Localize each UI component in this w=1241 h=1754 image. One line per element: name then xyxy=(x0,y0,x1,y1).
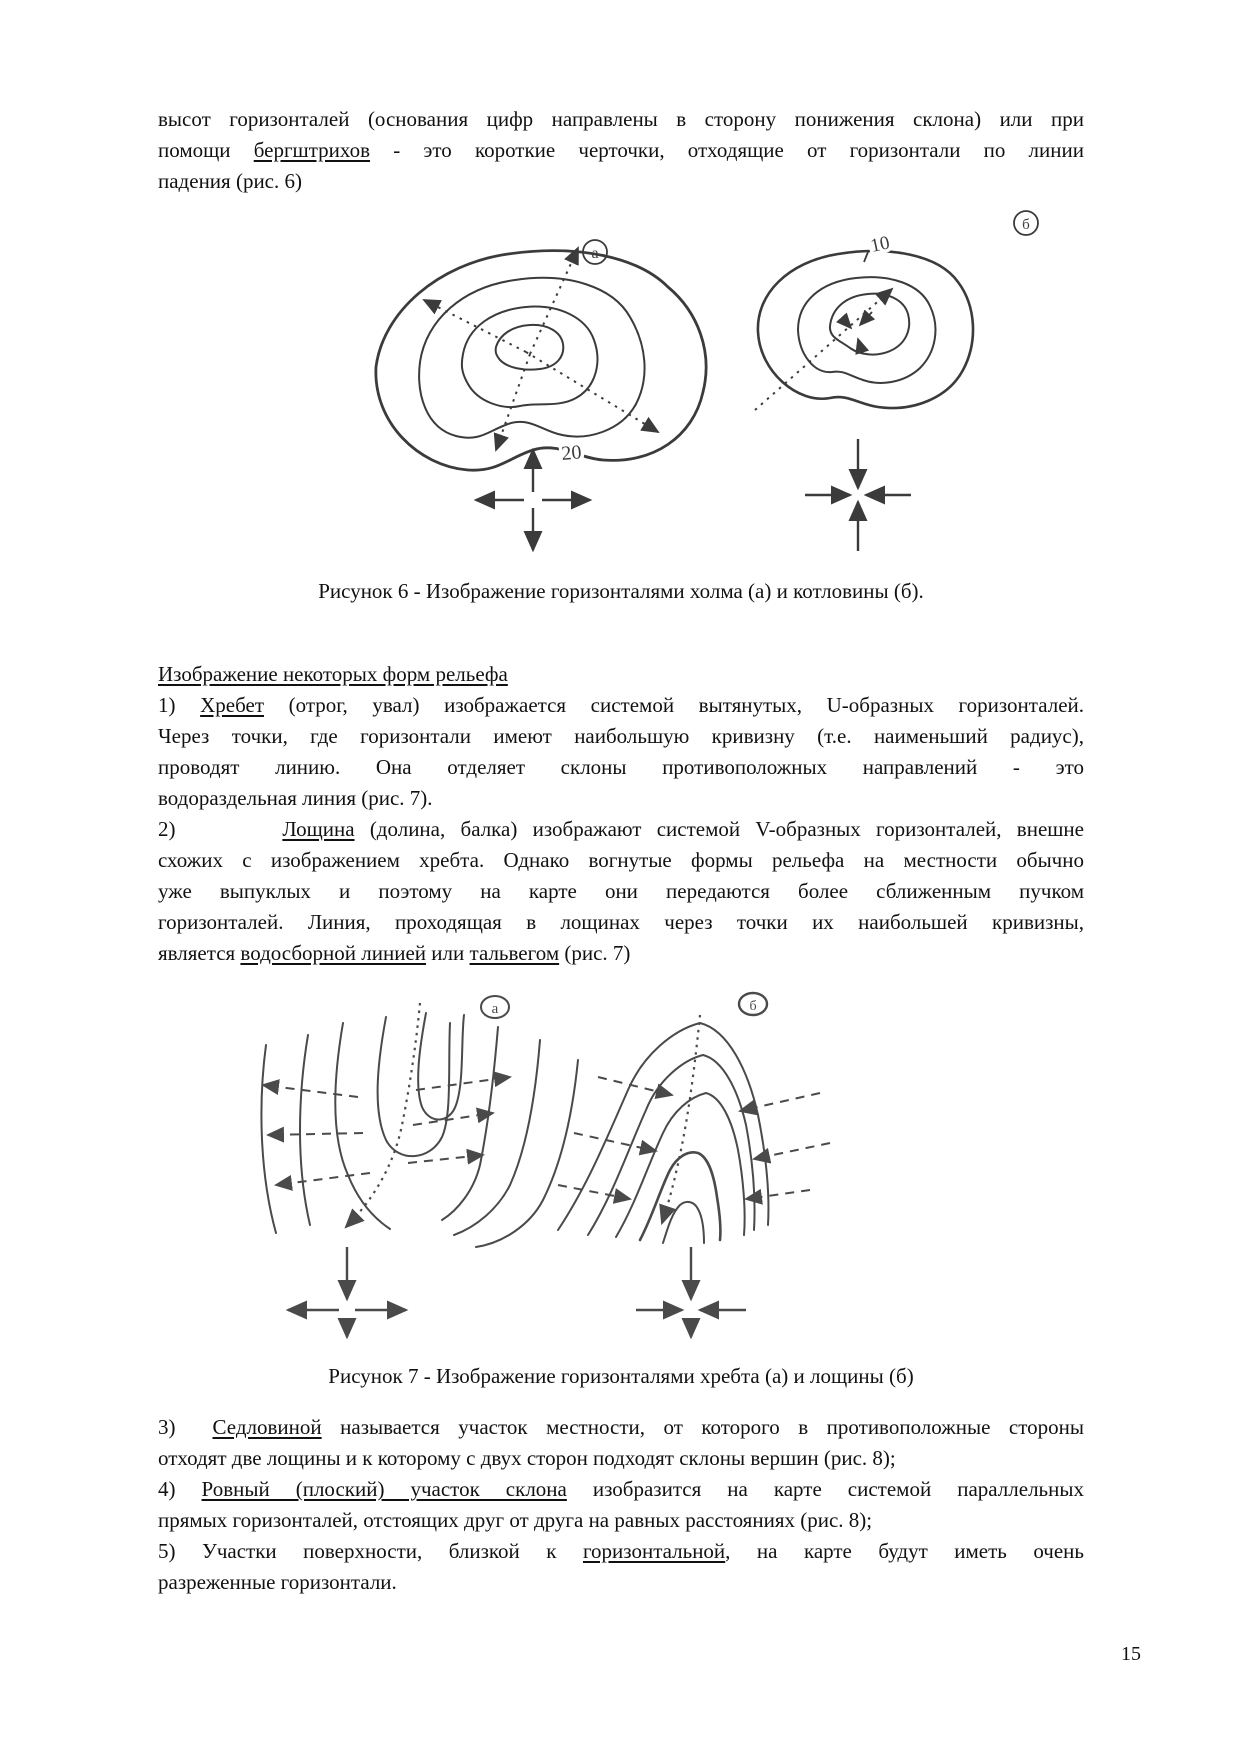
svg-text:б: б xyxy=(749,999,757,1014)
flow-cross-hill xyxy=(476,450,590,550)
valley-thalweg-line xyxy=(662,1015,700,1223)
flow-cross-depression xyxy=(805,439,911,551)
text-line: высот горизонталей (основания цифр направлены в сторону понижения склона) или при xyxy=(158,107,1084,131)
svg-text:а: а xyxy=(491,1001,499,1017)
text-line: прямых горизонталей, отстоящих друг от друга на равных расстояниях (рис. 8); xyxy=(158,1508,873,1532)
text-line: 2) Лощина (долина, балка) изображают системой V-образных горизонталей, внешне xyxy=(158,817,1084,841)
depression-contours xyxy=(758,251,973,408)
page-number: 15 xyxy=(1121,1643,1141,1665)
text-line: 5) Участки поверхности, близкой к горизонтальной, на карте будут иметь очень xyxy=(158,1539,1084,1563)
paragraph-item-5 xyxy=(158,1536,1084,1598)
contour-elevation-label-10: 10 xyxy=(868,232,892,257)
text-line: схожих с изображением хребта. Однако вогнутые формы рельефа на местности обычно xyxy=(158,848,1084,872)
text-line: водораздельная линия (рис. 7). xyxy=(158,786,433,810)
text-line: помощи бергштрихов - это короткие черточки, отходящие от горизонтали по линии xyxy=(158,138,1084,162)
figure6-label-b xyxy=(1014,211,1038,235)
flow-cross-valley xyxy=(636,1247,746,1337)
text-line: проводят линию. Она отделяет склоны противоположных направлений - это xyxy=(158,755,1084,779)
svg-text:б: б xyxy=(1022,217,1030,233)
flow-cross-ridge xyxy=(288,1247,406,1337)
figure7-label-b xyxy=(739,993,767,1015)
text-line: горизонталей. Линия, проходящая в лощинах через точки их наибольшей кривизны, xyxy=(158,910,1084,934)
figure-7-caption: Рисунок 7 - Изображение горизонталями хребта (а) и лощины (б) xyxy=(328,1364,914,1388)
figure-7 xyxy=(158,985,1084,1345)
valley-contours xyxy=(558,1023,768,1243)
text-line: разреженные горизонтали. xyxy=(158,1570,397,1594)
valley-slope-arrows xyxy=(558,1077,830,1199)
ridge-contours xyxy=(261,1013,578,1247)
text-line: падения (рис. 6) xyxy=(158,169,302,193)
depression-slope-lines xyxy=(755,289,892,410)
section-heading: Изображение некоторых форм рельефа xyxy=(158,662,508,686)
text-line: 3) Седловиной называется участок местности, от которого в противоположные стороны xyxy=(158,1415,1084,1439)
contour-elevation-label-20: 20 xyxy=(560,441,583,465)
figure7-label-a xyxy=(481,996,509,1018)
paragraph-item-4 xyxy=(158,1474,1084,1536)
paragraph-item-3 xyxy=(158,1412,1084,1474)
text-line: Через точки, где горизонтали имеют наибольшую кривизну (т.е. наименьший радиус), xyxy=(158,724,1084,748)
svg-text:а: а xyxy=(591,245,599,262)
text-line: 4) Ровный (плоский) участок склона изобразится на карте системой параллельных xyxy=(158,1477,1084,1501)
text-line: 1) Хребет (отрог, увал) изображается системой вытянутых, U-образных горизонталей. xyxy=(158,693,1085,717)
figure-6-caption: Рисунок 6 - Изображение горизонталями холма (а) и котловины (б). xyxy=(318,579,924,603)
text-line: является водосборной линией или тальвегом (рис. 7) xyxy=(158,941,631,965)
paragraph-intro xyxy=(158,104,1084,197)
text-line: отходят две лощины и к которому с двух сторон подходят склоны вершин (рис. 8); xyxy=(158,1446,896,1470)
depression-inner-arrows xyxy=(842,252,872,352)
text-line: уже выпуклых и поэтому на карте они передаются более сближенным пучком xyxy=(158,879,1084,903)
paragraph-item-2 xyxy=(158,814,1084,969)
paragraph-item-1 xyxy=(158,690,1084,814)
page-content xyxy=(158,104,1084,1598)
figure-6 xyxy=(158,202,1084,562)
